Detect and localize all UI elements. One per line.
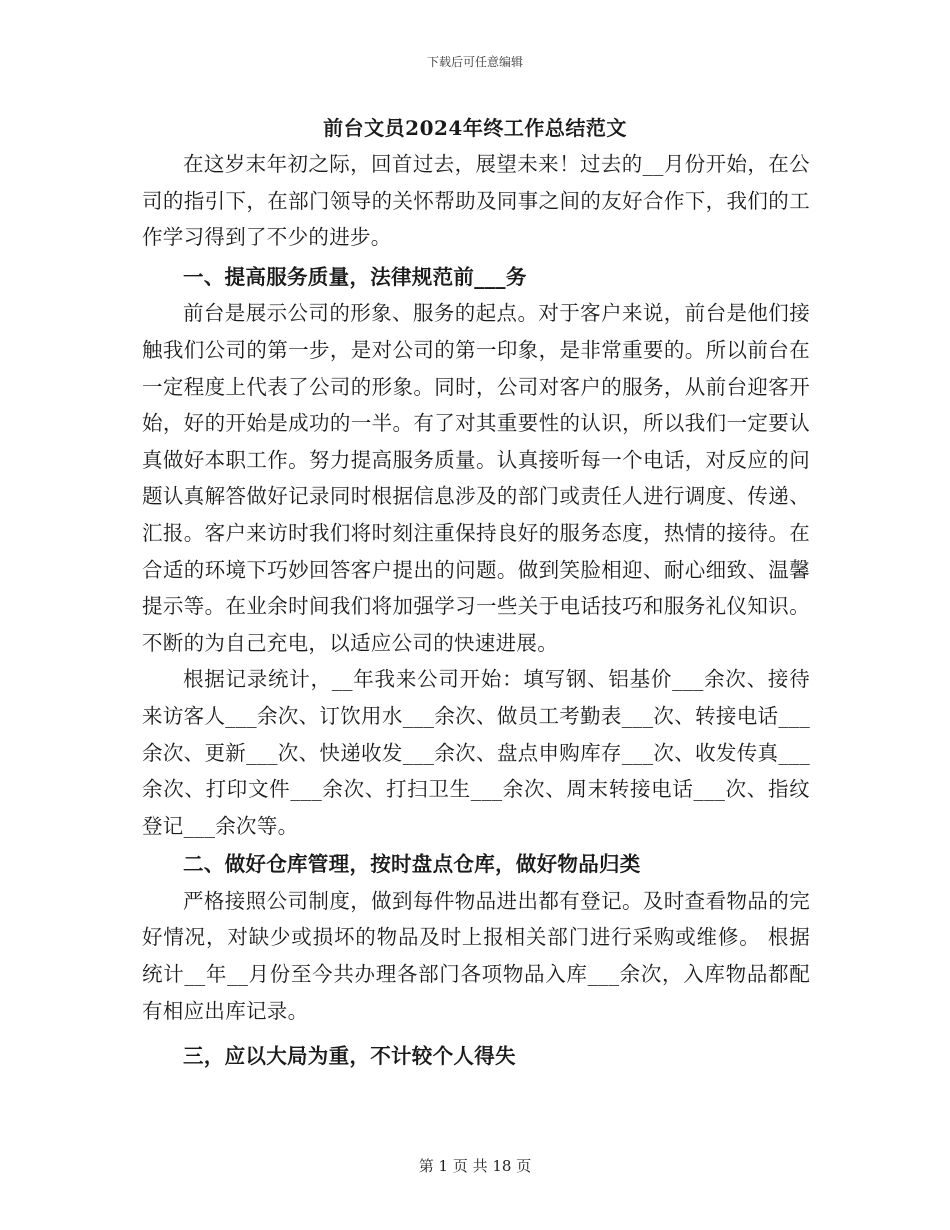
section-1-paragraph: 前台是展示公司的形象、服务的起点。对于客户来说，前台是他们接触我们公司的第一步，是对公司的第一印象，是非常重要的。所以前台在一定程度上代表了公司的形象。同时，公司对客户的服务，从前台迎客开始，好的开始是成功的一半。有了对其重要性的认识，所以我们一定要认真做好本职工作。努力提高服务质量。认真接听每一个电话，对反应的问题认真解答做好记录同时根据信息涉及的部门或责任人进行调度、传递、汇报。客户来访时我们将时刻注重保持良好的服务态度，热情的接待。在合适的环境下巧妙回答客户提出的问题。做到笑脸相迎、耐心细致、温馨提示等。在业余时间我们将加强学习一些关于电话技巧和服务礼仪知识。不断的为自己充电，以适应公司的快速进展。 [142,301,810,655]
page-header-note: 下载后可任意编辑 [426,55,523,69]
document-title: 前台文员2024年终工作总结范文 [323,116,627,140]
section-heading-1: 一、提高服务质量，法律规范前___务 [183,264,527,289]
intro-paragraph: 在这岁末年初之际，回首过去，展望未来！过去的__月份开始，在公司的指引下，在部门领导的关怀帮助及同事之间的友好合作下，我们的工作学习得到了不少的进步。 [142,152,810,250]
page-number-footer: 第 1 页 共 18 页 [418,1157,532,1175]
section-2-paragraph: 严格接照公司制度，做到每件物品进出都有登记。及时查看物品的完好情况，对缺少或损坏的物品及时上报相关部门进行采购或维修。 根据统计__年__月份至今共办理各部门各项物品入库___余次，入库物品都配有相应出库记录。 [142,888,810,1023]
section-heading-2: 二、做好仓库管理，按时盘点仓库，做好物品归类 [183,852,641,877]
document-body [142,146,810,1075]
section-heading-3: 三，应以大局为重，不计较个人得失 [183,1044,516,1069]
statistics-paragraph: 根据记录统计，__年我来公司开始：填写钢、铝基价___余次、接待来访客人___余次、订饮用水___余次、做员工考勤表___次、转接电话___余次、更新___次、快递收发___余次、盘点申购库存___次、收发传真___余次、打印文件___余次、打扫卫生___余次、周末转接电话___次、指纹登记___余次等。 [142,667,810,838]
